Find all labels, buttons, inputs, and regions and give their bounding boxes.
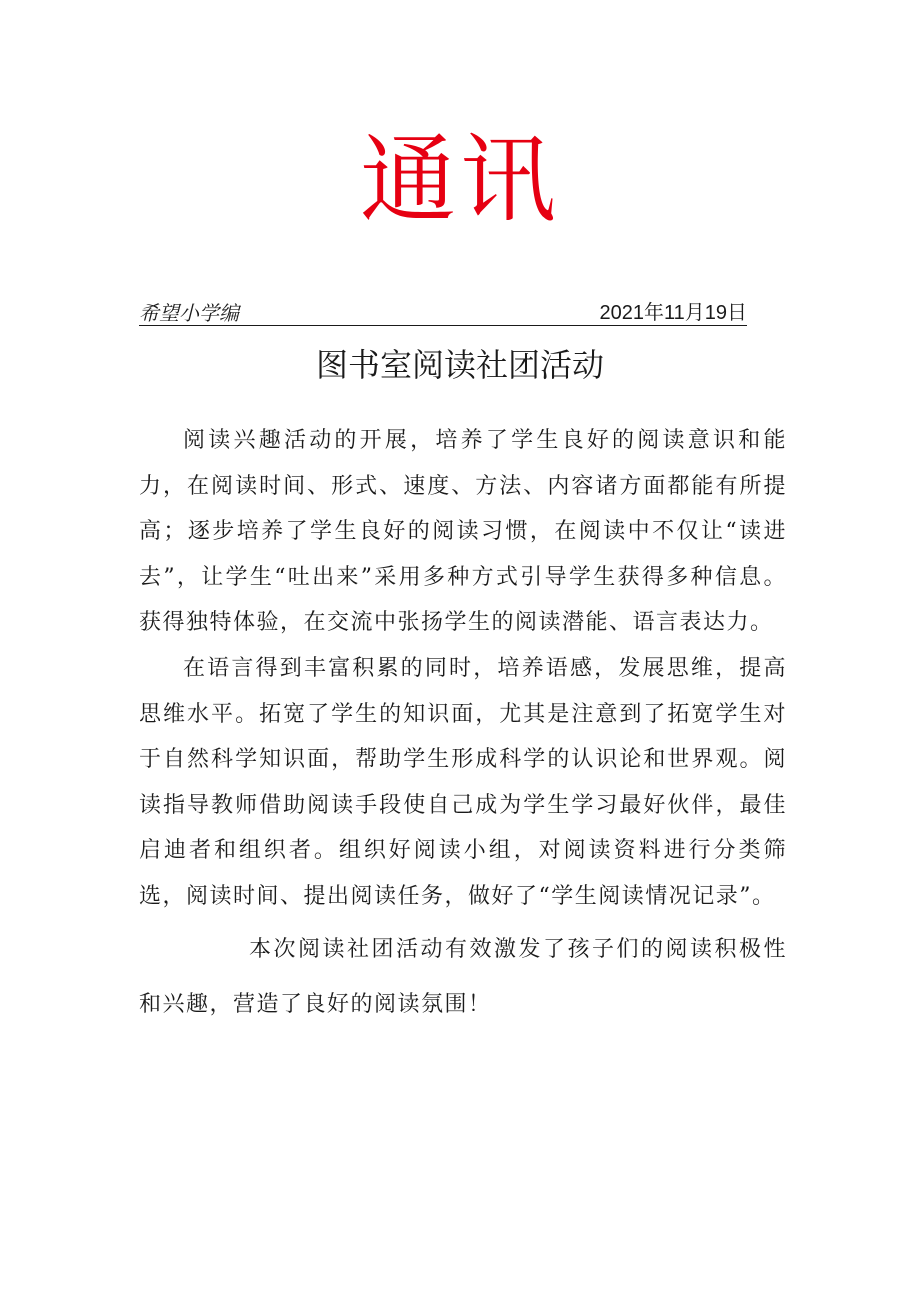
publication-date: 2021年11月19日: [599, 302, 747, 324]
article-paragraph-2: 在语言得到丰富积累的同时，培养语感，发展思维，提高思维水平。拓宽了学生的知识面，尤其是注意到了拓宽学生对于自然科学知识面，帮助学生形成科学的认识论和世界观。阅读指导教师借助阅读手段使自己成为学生学习最好伙伴，最佳启迪者和组织者。组织好阅读小组，对阅读资料进行分类筛选，阅读时间、提出阅读任务，做好了“学生阅读情况记录”。: [139, 655, 787, 909]
publisher-label: 希望小学编: [139, 301, 239, 325]
article-body: [139, 418, 787, 1032]
masthead-title: 通讯: [360, 124, 560, 236]
article-paragraph-3: 本次阅读社团活动有效激发了孩子们的阅读积极性和兴趣，营造了良好的阅读氛围！: [139, 936, 787, 1017]
article-title: 图书室阅读社团活动: [315, 346, 604, 384]
publication-info-line: [139, 301, 747, 326]
article-paragraph-1: 阅读兴趣活动的开展，培养了学生良好的阅读意识和能力，在阅读时间、形式、速度、方法、内容诸方面都能有所提高；逐步培养了学生良好的阅读习惯，在阅读中不仅让“读进去”，让学生“吐出来”采用多种方式引导学生获得多种信息。获得独特体验，在交流中张扬学生的阅读潜能、语言表达力。: [139, 428, 787, 636]
